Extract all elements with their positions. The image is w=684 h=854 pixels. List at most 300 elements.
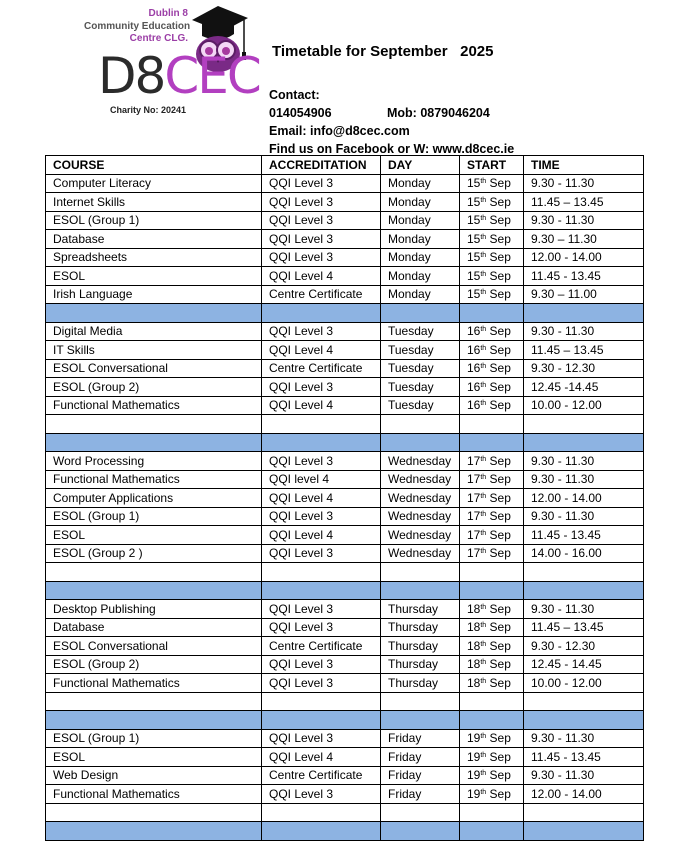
start-cell (460, 174, 524, 193)
time-cell: 11.45 – 13.45 (524, 618, 644, 637)
course-cell: ESOL (46, 526, 262, 545)
blank-row (46, 415, 644, 434)
start-ordinal-suffix: th (480, 603, 487, 611)
table-row (46, 600, 644, 619)
start-day-number: 16 (467, 379, 481, 394)
table-row (46, 359, 644, 378)
accreditation-cell: QQI Level 3 (262, 193, 381, 212)
empty-cell (524, 692, 644, 711)
empty-cell (46, 433, 262, 452)
accreditation-cell: QQI level 4 (262, 470, 381, 489)
day-cell: Thursday (381, 600, 460, 619)
empty-cell (262, 581, 381, 600)
accreditation-cell: QQI Level 3 (262, 674, 381, 693)
course-cell: ESOL (Group 2 ) (46, 544, 262, 563)
start-month: Sep (486, 472, 511, 487)
start-cell (460, 396, 524, 415)
empty-cell (460, 803, 524, 822)
start-month: Sep (486, 287, 511, 302)
empty-cell (460, 822, 524, 841)
day-cell: Friday (381, 785, 460, 804)
start-cell (460, 452, 524, 471)
start-day-number: 15 (467, 287, 481, 302)
logo-line-dublin: Dublin 8 (148, 8, 188, 19)
start-cell (460, 211, 524, 230)
day-cell: Wednesday (381, 470, 460, 489)
accreditation-cell: QQI Level 3 (262, 655, 381, 674)
empty-cell (524, 711, 644, 730)
timetable-body (46, 174, 644, 840)
day-cell: Tuesday (381, 322, 460, 341)
phone-row (269, 104, 514, 122)
start-ordinal-suffix: th (480, 363, 487, 371)
logo-wordmark-d8: D8 (98, 47, 165, 105)
empty-cell (381, 803, 460, 822)
accreditation-cell: QQI Level 4 (262, 489, 381, 508)
empty-cell (46, 711, 262, 730)
contact-label: Contact: (269, 88, 320, 102)
start-ordinal-suffix: th (480, 548, 487, 556)
course-cell: ESOL (Group 1) (46, 211, 262, 230)
start-day-number: 18 (467, 657, 481, 672)
start-day-number: 16 (467, 342, 481, 357)
start-cell (460, 600, 524, 619)
start-ordinal-suffix: th (480, 252, 487, 260)
empty-cell (381, 692, 460, 711)
start-ordinal-suffix: th (480, 770, 487, 778)
day-cell: Monday (381, 248, 460, 267)
start-month: Sep (486, 601, 511, 616)
empty-cell (262, 433, 381, 452)
table-row (46, 618, 644, 637)
day-cell: Thursday (381, 655, 460, 674)
day-cell: Friday (381, 729, 460, 748)
start-ordinal-suffix: th (480, 233, 487, 241)
start-day-number: 17 (467, 453, 481, 468)
start-day-number: 18 (467, 601, 481, 616)
empty-cell (524, 803, 644, 822)
empty-cell (381, 711, 460, 730)
start-month: Sep (486, 268, 511, 283)
course-cell: Functional Mathematics (46, 674, 262, 693)
time-cell: 11.45 - 13.45 (524, 267, 644, 286)
time-cell: 12.00 - 14.00 (524, 248, 644, 267)
table-row (46, 544, 644, 563)
course-cell: Database (46, 618, 262, 637)
empty-cell (46, 304, 262, 323)
empty-cell (46, 563, 262, 582)
start-cell (460, 674, 524, 693)
start-month: Sep (486, 250, 511, 265)
start-cell (460, 729, 524, 748)
course-cell: Computer Literacy (46, 174, 262, 193)
start-month: Sep (486, 768, 511, 783)
start-ordinal-suffix: th (480, 178, 487, 186)
time-cell: 9.30 - 11.30 (524, 470, 644, 489)
course-cell: ESOL (Group 2) (46, 378, 262, 397)
day-cell: Friday (381, 766, 460, 785)
empty-cell (46, 692, 262, 711)
time-cell: 9.30 - 11.30 (524, 600, 644, 619)
start-ordinal-suffix: th (480, 400, 487, 408)
start-month: Sep (486, 731, 511, 746)
accreditation-cell: QQI Level 3 (262, 507, 381, 526)
start-day-number: 19 (467, 749, 481, 764)
accreditation-cell: QQI Level 4 (262, 341, 381, 360)
start-day-number: 17 (467, 527, 481, 542)
day-cell: Tuesday (381, 341, 460, 360)
start-month: Sep (486, 361, 511, 376)
start-month: Sep (486, 620, 511, 635)
blank-row (46, 692, 644, 711)
time-cell: 11.45 – 13.45 (524, 193, 644, 212)
day-cell: Wednesday (381, 507, 460, 526)
empty-cell (381, 563, 460, 582)
start-ordinal-suffix: th (480, 270, 487, 278)
table-row (46, 526, 644, 545)
page-title: Timetable for September 2025 (272, 43, 494, 60)
start-ordinal-suffix: th (480, 455, 487, 463)
start-ordinal-suffix: th (480, 751, 487, 759)
start-cell (460, 655, 524, 674)
course-cell: ESOL (Group 2) (46, 655, 262, 674)
accreditation-cell: QQI Level 3 (262, 600, 381, 619)
table-row (46, 470, 644, 489)
time-cell: 9.30 - 11.30 (524, 766, 644, 785)
course-cell: Internet Skills (46, 193, 262, 212)
course-cell: Functional Mathematics (46, 470, 262, 489)
empty-cell (262, 711, 381, 730)
email: Email: info@d8cec.com (269, 124, 410, 138)
start-cell (460, 544, 524, 563)
empty-cell (524, 581, 644, 600)
start-month: Sep (486, 324, 511, 339)
start-ordinal-suffix: th (480, 677, 487, 685)
start-cell (460, 267, 524, 286)
table-row (46, 489, 644, 508)
accreditation-cell: QQI Level 4 (262, 748, 381, 767)
time-cell: 14.00 - 16.00 (524, 544, 644, 563)
day-cell: Monday (381, 174, 460, 193)
course-cell: Word Processing (46, 452, 262, 471)
accreditation-cell: Centre Certificate (262, 285, 381, 304)
start-month: Sep (486, 527, 511, 542)
table-row (46, 507, 644, 526)
time-cell: 9.30 – 11.00 (524, 285, 644, 304)
logo-wordmark-cec: CEC (164, 47, 260, 105)
empty-cell (524, 563, 644, 582)
empty-cell (460, 563, 524, 582)
start-day-number: 17 (467, 509, 481, 524)
start-cell (460, 766, 524, 785)
accreditation-cell: QQI Level 4 (262, 526, 381, 545)
start-month: Sep (486, 342, 511, 357)
social-website: Find us on Facebook or W: www.d8cec.ie (269, 142, 515, 156)
start-ordinal-suffix: th (480, 788, 487, 796)
empty-cell (46, 581, 262, 600)
course-cell: ESOL (46, 748, 262, 767)
accreditation-cell: Centre Certificate (262, 359, 381, 378)
accreditation-cell: Centre Certificate (262, 766, 381, 785)
start-day-number: 15 (467, 176, 481, 191)
start-cell (460, 193, 524, 212)
table-row (46, 193, 644, 212)
start-month: Sep (486, 546, 511, 561)
course-cell: IT Skills (46, 341, 262, 360)
start-day-number: 19 (467, 731, 481, 746)
empty-cell (524, 304, 644, 323)
start-cell (460, 378, 524, 397)
empty-cell (524, 822, 644, 841)
time-cell: 11.45 – 13.45 (524, 341, 644, 360)
accreditation-cell: QQI Level 3 (262, 378, 381, 397)
start-cell (460, 489, 524, 508)
course-cell: ESOL (Group 1) (46, 729, 262, 748)
start-ordinal-suffix: th (480, 215, 487, 223)
day-cell: Thursday (381, 637, 460, 656)
table-row (46, 230, 644, 249)
start-ordinal-suffix: th (480, 326, 487, 334)
start-month: Sep (486, 176, 511, 191)
course-cell: Functional Mathematics (46, 785, 262, 804)
day-cell: Thursday (381, 674, 460, 693)
day-cell: Wednesday (381, 489, 460, 508)
start-month: Sep (486, 490, 511, 505)
table-row (46, 341, 644, 360)
day-separator-row (46, 581, 644, 600)
table-row (46, 452, 644, 471)
table-row (46, 748, 644, 767)
time-cell: 9.30 - 12.30 (524, 637, 644, 656)
empty-cell (460, 711, 524, 730)
start-ordinal-suffix: th (480, 622, 487, 630)
empty-cell (381, 822, 460, 841)
time-cell: 9.30 - 11.30 (524, 322, 644, 341)
start-ordinal-suffix: th (480, 659, 487, 667)
start-month: Sep (486, 675, 511, 690)
contact-block (269, 86, 514, 158)
start-day-number: 17 (467, 490, 481, 505)
empty-cell (381, 581, 460, 600)
accreditation-cell: QQI Level 3 (262, 211, 381, 230)
start-day-number: 15 (467, 231, 481, 246)
start-day-number: 19 (467, 768, 481, 783)
course-cell: ESOL (Group 1) (46, 507, 262, 526)
empty-cell (460, 304, 524, 323)
blank-row (46, 803, 644, 822)
start-day-number: 18 (467, 638, 481, 653)
start-day-number: 16 (467, 398, 481, 413)
blank-row (46, 563, 644, 582)
day-cell: Monday (381, 230, 460, 249)
start-month: Sep (486, 749, 511, 764)
start-cell (460, 359, 524, 378)
empty-cell (381, 433, 460, 452)
start-cell (460, 637, 524, 656)
day-separator-row (46, 304, 644, 323)
time-cell: 12.00 - 14.00 (524, 489, 644, 508)
day-cell: Tuesday (381, 378, 460, 397)
column-header-course: COURSE (46, 156, 262, 175)
accreditation-cell: QQI Level 3 (262, 785, 381, 804)
start-day-number: 15 (467, 250, 481, 265)
day-cell: Monday (381, 211, 460, 230)
time-cell: 9.30 - 12.30 (524, 359, 644, 378)
time-cell: 9.30 - 11.30 (524, 507, 644, 526)
start-cell (460, 230, 524, 249)
empty-cell (381, 304, 460, 323)
empty-cell (381, 415, 460, 434)
start-day-number: 15 (467, 194, 481, 209)
start-ordinal-suffix: th (480, 733, 487, 741)
day-cell: Thursday (381, 618, 460, 637)
table-row (46, 766, 644, 785)
d8cec-logo (84, 2, 260, 120)
start-ordinal-suffix: th (480, 196, 487, 204)
accreditation-cell: QQI Level 3 (262, 174, 381, 193)
start-ordinal-suffix: th (480, 344, 487, 352)
start-cell (460, 526, 524, 545)
table-row (46, 211, 644, 230)
table-header-row (46, 156, 644, 175)
start-month: Sep (486, 509, 511, 524)
start-month: Sep (486, 379, 511, 394)
column-header-day: DAY (381, 156, 460, 175)
day-cell: Wednesday (381, 452, 460, 471)
course-cell: ESOL Conversational (46, 637, 262, 656)
course-cell: Desktop Publishing (46, 600, 262, 619)
time-cell: 9.30 – 11.30 (524, 230, 644, 249)
start-day-number: 16 (467, 324, 481, 339)
day-separator-row (46, 711, 644, 730)
time-cell: 12.00 - 14.00 (524, 785, 644, 804)
accreditation-cell: QQI Level 3 (262, 618, 381, 637)
time-cell: 11.45 - 13.45 (524, 748, 644, 767)
column-header-time: TIME (524, 156, 644, 175)
table-row (46, 174, 644, 193)
table-row (46, 674, 644, 693)
time-cell: 9.30 - 11.30 (524, 452, 644, 471)
accreditation-cell: QQI Level 3 (262, 322, 381, 341)
course-cell: Spreadsheets (46, 248, 262, 267)
empty-cell (524, 415, 644, 434)
start-cell (460, 322, 524, 341)
empty-cell (46, 803, 262, 822)
day-cell: Wednesday (381, 544, 460, 563)
time-cell: 11.45 - 13.45 (524, 526, 644, 545)
start-day-number: 17 (467, 546, 481, 561)
start-ordinal-suffix: th (480, 529, 487, 537)
start-month: Sep (486, 786, 511, 801)
table-row (46, 267, 644, 286)
time-cell: 9.30 - 11.30 (524, 729, 644, 748)
start-month: Sep (486, 453, 511, 468)
start-cell (460, 748, 524, 767)
table-row (46, 729, 644, 748)
accreditation-cell: QQI Level 4 (262, 396, 381, 415)
time-cell: 9.30 - 11.30 (524, 211, 644, 230)
start-day-number: 18 (467, 675, 481, 690)
time-cell: 12.45 - 14.45 (524, 655, 644, 674)
timetable (45, 155, 644, 841)
column-header-accreditation: ACCREDITATION (262, 156, 381, 175)
logo-line-centre: Centre CLG. (129, 33, 188, 44)
start-cell (460, 285, 524, 304)
accreditation-cell: QQI Level 3 (262, 230, 381, 249)
empty-cell (524, 433, 644, 452)
start-month: Sep (486, 398, 511, 413)
column-header-start: START (460, 156, 524, 175)
day-cell: Monday (381, 285, 460, 304)
day-separator-row (46, 433, 644, 452)
start-cell (460, 341, 524, 360)
logo-line-community: Community Education (84, 21, 191, 32)
start-ordinal-suffix: th (480, 289, 487, 297)
course-cell: Digital Media (46, 322, 262, 341)
accreditation-cell: Centre Certificate (262, 637, 381, 656)
table-row (46, 378, 644, 397)
empty-cell (46, 415, 262, 434)
course-cell: Database (46, 230, 262, 249)
course-cell: Functional Mathematics (46, 396, 262, 415)
start-ordinal-suffix: th (480, 474, 487, 482)
empty-cell (460, 581, 524, 600)
empty-cell (262, 304, 381, 323)
start-day-number: 17 (467, 472, 481, 487)
day-cell: Friday (381, 748, 460, 767)
table-row (46, 248, 644, 267)
empty-cell (460, 692, 524, 711)
accreditation-cell: QQI Level 3 (262, 452, 381, 471)
day-separator-row (46, 822, 644, 841)
mobile-number: Mob: 0879046204 (387, 106, 490, 120)
time-cell: 9.30 - 11.30 (524, 174, 644, 193)
day-cell: Tuesday (381, 359, 460, 378)
day-cell: Monday (381, 267, 460, 286)
table-row (46, 637, 644, 656)
table-row (46, 785, 644, 804)
empty-cell (262, 692, 381, 711)
table-row (46, 655, 644, 674)
accreditation-cell: QQI Level 4 (262, 267, 381, 286)
logo-wordmark (98, 48, 260, 104)
accreditation-cell: QQI Level 3 (262, 544, 381, 563)
empty-cell (460, 415, 524, 434)
time-cell: 10.00 - 12.00 (524, 674, 644, 693)
start-month: Sep (486, 194, 511, 209)
course-cell: ESOL (46, 267, 262, 286)
start-month: Sep (486, 657, 511, 672)
start-month: Sep (486, 638, 511, 653)
table-row (46, 285, 644, 304)
start-cell (460, 470, 524, 489)
start-month: Sep (486, 231, 511, 246)
start-month: Sep (486, 213, 511, 228)
start-ordinal-suffix: th (480, 381, 487, 389)
start-cell (460, 248, 524, 267)
start-day-number: 16 (467, 361, 481, 376)
table-row (46, 322, 644, 341)
charity-number: Charity No: 20241 (110, 105, 187, 115)
day-cell: Monday (381, 193, 460, 212)
time-cell: 12.45 -14.45 (524, 378, 644, 397)
empty-cell (262, 415, 381, 434)
empty-cell (460, 433, 524, 452)
empty-cell (46, 822, 262, 841)
start-cell (460, 618, 524, 637)
accreditation-cell: QQI Level 3 (262, 729, 381, 748)
start-cell (460, 507, 524, 526)
